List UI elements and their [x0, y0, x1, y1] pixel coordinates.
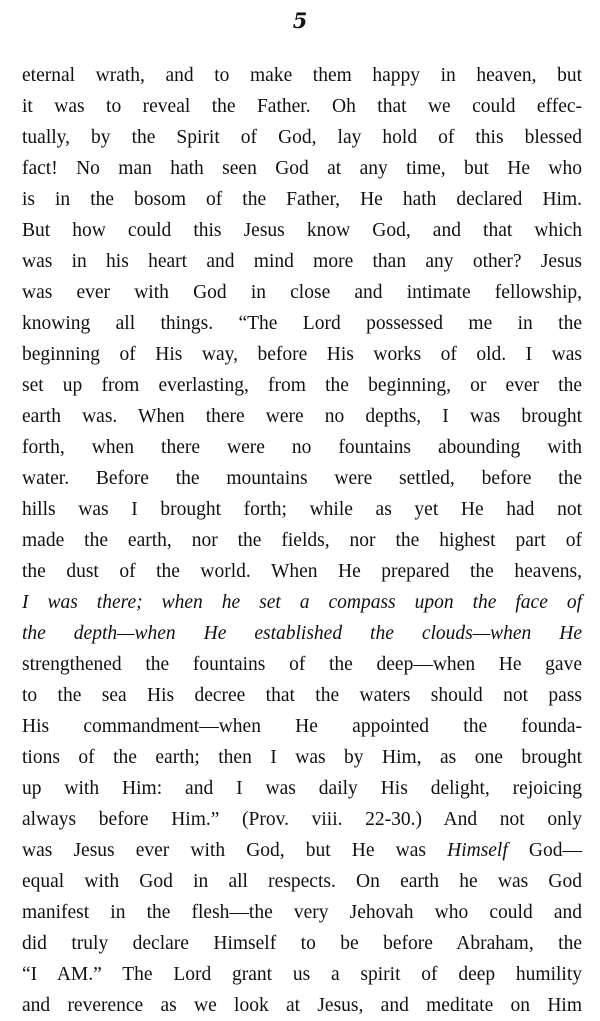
text-line: set up from everlasting, from the beginning, or ever the: [22, 375, 582, 396]
text-line: His commandment—when He appointed the founda-: [22, 716, 582, 737]
text-line-with-emphasis: [22, 835, 582, 866]
text-line: But how could this Jesus know God, and that which: [22, 220, 582, 241]
text-line-italic: the depth—when He established the clouds—when He: [22, 623, 582, 644]
text-line: “I AM.” The Lord grant us a spirit of deep humility: [22, 964, 582, 985]
text-line: always before Him.” (Prov. viii. 22-30.) And not only: [22, 809, 582, 830]
text-line: to the sea His decree that the waters should not pass: [22, 685, 582, 706]
emphasis-word: Himself: [447, 840, 508, 861]
text-line: manifest in the flesh—the very Jehovah who could and: [22, 902, 582, 923]
text-line: earth was. When there were no depths, I was brought: [22, 406, 582, 427]
text-line: strengthened the fountains of the deep—when He gave: [22, 654, 582, 675]
text-line: fact! No man hath seen God at any time, but He who: [22, 158, 582, 179]
text-line-italic: I was there; when he set a compass upon the face of: [22, 592, 582, 613]
body-text: [22, 60, 582, 1021]
text-segment: God—: [528, 840, 582, 861]
text-line: made the earth, nor the fields, nor the highest part of: [22, 530, 582, 551]
text-segment: was Jesus ever with God, but He was: [22, 840, 426, 861]
text-line: beginning of His way, before His works of old. I was: [22, 344, 582, 365]
page-number: 5: [292, 8, 308, 33]
text-line: up with Him: and I was daily His delight, rejoicing: [22, 778, 582, 799]
text-line: it was to reveal the Father. Oh that we could effec-: [22, 96, 582, 117]
text-line: eternal wrath, and to make them happy in heaven, but: [22, 65, 582, 86]
text-line: forth, when there were no fountains abounding with: [22, 437, 582, 458]
text-line: did truly declare Himself to be before Abraham, the: [22, 933, 582, 954]
text-line: was in his heart and mind more than any other? Jesus: [22, 251, 582, 272]
text-line: is in the bosom of the Father, He hath declared Him.: [22, 189, 582, 210]
text-line: and reverence as we look at Jesus, and meditate on Him: [22, 995, 582, 1016]
text-line: tually, by the Spirit of God, lay hold of this blessed: [22, 127, 582, 148]
text-line: hills was I brought forth; while as yet He had not: [22, 499, 582, 520]
text-line: equal with God in all respects. On earth he was God: [22, 871, 582, 892]
text-line: was ever with God in close and intimate fellowship,: [22, 282, 582, 303]
text-line: tions of the earth; then I was by Him, as one brought: [22, 747, 582, 768]
text-line: knowing all things. “The Lord possessed me in the: [22, 313, 582, 334]
text-line: water. Before the mountains were settled, before the: [22, 468, 582, 489]
text-line: the dust of the world. When He prepared the heavens,: [22, 561, 582, 582]
